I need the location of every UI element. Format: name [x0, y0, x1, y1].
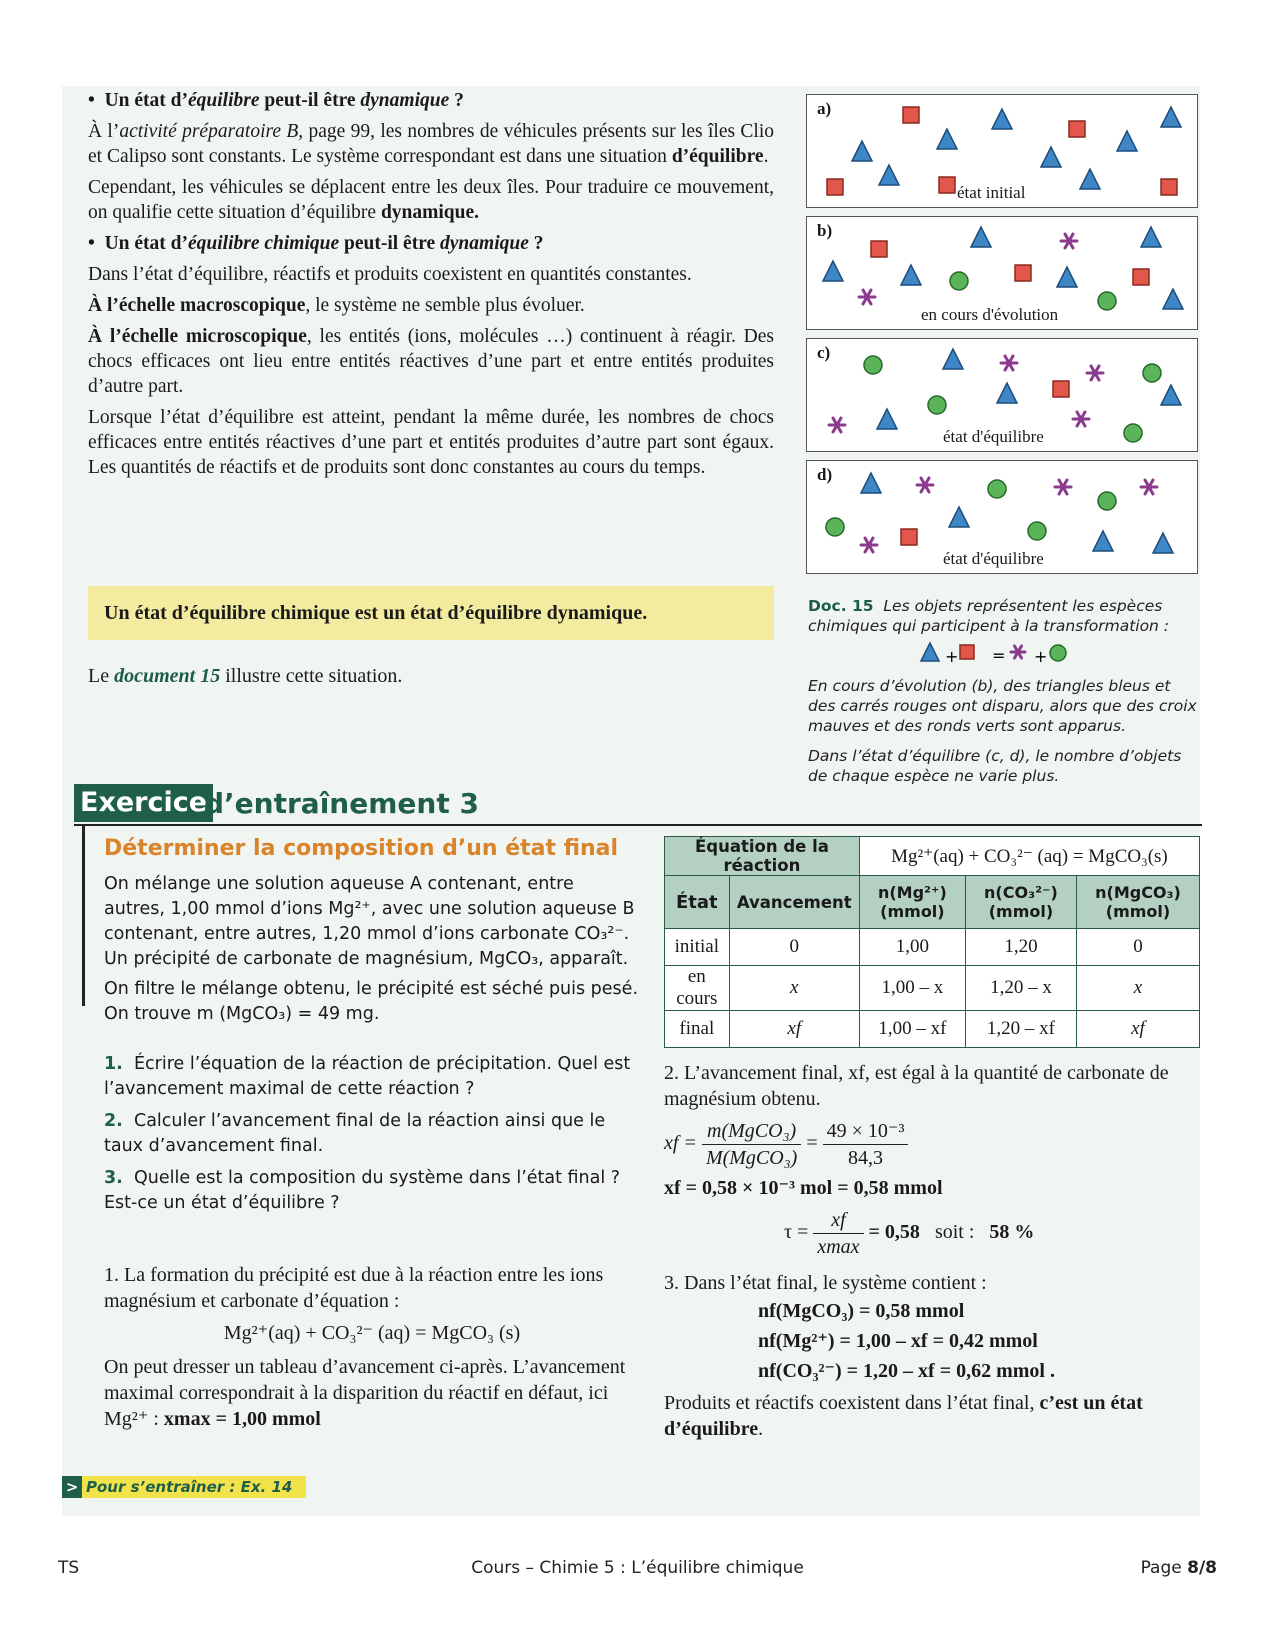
paragraph-coexistent: Dans l’état d’équilibre, réactifs et produits coexistent en quantités constantes. [88, 264, 692, 285]
table-cell: 0 [1076, 929, 1199, 966]
conclusion-a: Produits et réactifs coexistent dans l’état final, [664, 1392, 1040, 1414]
statement-2: On filtre le mélange obtenu, le précipité est séché puis pesé. On trouve m (MgCO₃) = 49 mg. [104, 979, 639, 1024]
frac1-num: m(MgCO₃) [702, 1118, 801, 1145]
panel-a [806, 94, 1198, 208]
table-row [665, 1011, 1200, 1048]
footer-center: Cours – Chimie 5 : L’équilibre chimique [471, 1558, 804, 1578]
table-equation: Mg²⁺(aq) + CO₃²⁻ (aq) = MgCO₃(s) [859, 837, 1199, 876]
solution-2-intro: 2. L’avancement final, xf, est égal à la quantité de carbonate de magnésium obtenu. [664, 1062, 1169, 1110]
panel-d-caption: état d'équilibre [943, 549, 1044, 568]
triangle-icon [921, 643, 939, 661]
doc15-caption1: Les objets représentent les espèces chimiques qui participent à la transformation : [808, 597, 1170, 635]
fraction-m-over-M [702, 1118, 801, 1171]
table-row [665, 929, 1200, 966]
squares [901, 529, 917, 545]
paragraph-chocs: Lorsque l’état d’équilibre est atteint, pendant la même durée, les nombres de chocs efficaces entre entités réactives d’une part et entités produites d’autre part sont égaux. Les quantités de réactifs et de produits sont donc constantes au cours du temps. [88, 407, 774, 478]
conclusion-b: c’est un état d’équilibre [664, 1392, 1143, 1440]
solution-1-text [104, 1354, 640, 1432]
table-cell: final [665, 1011, 730, 1048]
advancement-table [664, 836, 1200, 1048]
equals-sign: = [806, 1132, 818, 1155]
exercise-statement [104, 872, 640, 1032]
squares [1053, 381, 1069, 397]
question-3 [104, 1166, 640, 1216]
exercise-badge: Exercice [74, 784, 213, 822]
question-1-num: 1. [104, 1054, 123, 1074]
solution-1-xmax: xmax = 1,00 mmol [163, 1408, 321, 1430]
pour-s-entrainer-link[interactable] [62, 1476, 306, 1498]
doc15-caption3: Dans l’état d’équilibre (c, d), le nombre d’objets de chaque espèce ne varie plus. [808, 747, 1182, 785]
tau-den: xmax [817, 1236, 860, 1258]
table-cell: 0 [729, 929, 859, 966]
table-cell: initial [665, 929, 730, 966]
solution-3-intro: 3. Dans l’état final, le système contient : [664, 1272, 987, 1294]
table-cell: 1,00 [859, 929, 965, 966]
solution-1-equation: Mg²⁺(aq) + CO₃²⁻ (aq) = MgCO₃ (s) [223, 1322, 521, 1344]
final-composition [664, 1296, 1204, 1386]
solution-2-3 [664, 1060, 1204, 1442]
p1-b: page 99, les nombres de véhicules présents sur les îles Clio et Calipso sont constants. Le système correspondant est dans une situation [88, 121, 774, 167]
table-cell: xf [1076, 1011, 1199, 1048]
train-label: Pour s’entraîner : Ex. 14 [86, 1478, 293, 1496]
q2-italic2: dynamique [440, 233, 529, 254]
triangles [877, 349, 1181, 429]
q1-mid: peut-il être [259, 90, 361, 111]
footer-left: TS [58, 1558, 80, 1578]
exercise-title: d’entraînement 3 [204, 787, 479, 820]
table-cell: x [729, 966, 859, 1011]
q1-suffix: ? [449, 90, 464, 111]
paragraph-cependant [88, 175, 774, 225]
question-equilibre-chimique: • Un état d’équilibre chimique peut-il être dynamique ? [88, 233, 544, 254]
paragraph-macroscopique [88, 293, 774, 318]
composition-line: nf(CO₃²⁻) = 1,20 – xf = 0,62 mmol . [758, 1360, 1055, 1382]
xf-lhs: xf = [664, 1132, 697, 1155]
p4-rest: , le système ne semble plus évoluer. [305, 295, 585, 316]
panel-b [806, 216, 1198, 330]
square-icon [960, 645, 974, 659]
p2-bold: dynamique. [380, 202, 480, 223]
table-row [665, 966, 1200, 1011]
exercise-header [74, 784, 1202, 826]
p4-bold: À l’échelle macroscopique [88, 295, 306, 316]
conclusion-c: . [758, 1418, 764, 1440]
q2-mid: peut-il être [339, 233, 441, 254]
col-n-co3: n(CO₃²⁻) (mmol) [965, 876, 1076, 929]
conclusion [664, 1390, 1204, 1442]
tau-num: xf [813, 1207, 863, 1234]
panel-d-label: d) [817, 465, 833, 484]
docref-c: illustre cette situation. [220, 665, 403, 687]
frac2-den: 84,3 [848, 1147, 884, 1169]
table-equation-row [665, 837, 1200, 876]
reaction-legend [808, 640, 1198, 670]
p2-a: Cependant, les véhicules se déplacent entre les deux îles. Pour traduire ce mouvement, on qualifie cette situation d’équilibre [88, 177, 774, 223]
table-cell: en cours [665, 966, 730, 1011]
q1-italic1: équilibre [188, 90, 260, 111]
frac1-den: M(MgCO₃) [705, 1147, 798, 1169]
stars [859, 234, 1077, 304]
doc15-label: Doc. 15 [808, 597, 874, 615]
legend-equal: = [992, 646, 1006, 665]
q2-italic1: équilibre chimique [188, 233, 340, 254]
table-cell: 1,20 – x [965, 966, 1076, 1011]
panel-d [806, 460, 1198, 574]
q1-prefix: Un état d’ [104, 90, 188, 111]
fraction-tau [813, 1207, 863, 1260]
triangles [823, 227, 1183, 309]
fraction-values [823, 1118, 909, 1171]
p5-bold: À l’échelle microscopique [88, 326, 307, 347]
doc15-caption [808, 596, 1198, 786]
panel-c-label: c) [817, 343, 831, 362]
footer-page-number [1141, 1558, 1217, 1578]
table-cell: xf [729, 1011, 859, 1048]
chevron-right-icon: > [62, 1476, 82, 1498]
col-n-mg: n(Mg²⁺) (mmol) [859, 876, 965, 929]
col-state: État [665, 876, 730, 929]
exercise-subtitle: Déterminer la composition d’un état final [104, 836, 619, 861]
docref-a: Le [88, 665, 115, 687]
panel-b-caption: en cours d'évolution [921, 305, 1059, 324]
frac2-num: 49 × 10⁻³ [823, 1118, 909, 1145]
paragraph-activite [88, 119, 774, 169]
circle-icon [1050, 645, 1066, 661]
col-n-mgco3: n(MgCO₃) (mmol) [1076, 876, 1199, 929]
table-cell: 1,00 – xf [859, 1011, 965, 1048]
panel-a-label: a) [817, 99, 832, 118]
p5-rest: , les entités (ions, molécules …) continuent à réagir. Des chocs efficaces ont lieu entre entités réactives d’une part et entre entités produites d’autre part. [88, 326, 774, 397]
composition-line: nf(MgCO₃) = 0,58 mmol [758, 1300, 965, 1322]
reaction-legend-shapes [918, 640, 1088, 666]
question-2-num: 2. [104, 1111, 123, 1131]
p1-italic: activité préparatoire B, [119, 121, 304, 142]
question-equilibre-dynamique: • Un état d’équilibre peut-il être dynamique ? [88, 90, 464, 111]
table-cell: x [1076, 966, 1199, 1011]
solution-1 [104, 1262, 640, 1436]
star-icon [1011, 646, 1025, 658]
xf-result: xf = 0,58 × 10⁻³ mol = 0,58 mmol [664, 1177, 943, 1199]
q1-italic2: dynamique [360, 90, 450, 111]
footer-page-label: Page [1140, 1558, 1188, 1578]
question-3-text: Quelle est la composition du système dans l’état final ? Est-ce un état d’équilibre ? [104, 1168, 621, 1213]
tau-soit: soit : [934, 1221, 975, 1244]
table-cell: 1,00 – x [859, 966, 965, 1011]
legend-plus-2: + [1034, 647, 1048, 666]
solution-1-body: On peut dresser un tableau d’avancement ci-après. L’avancement maximal correspondrait à la disparition du réactif en défaut, ici Mg²⁺ : [104, 1356, 626, 1430]
legend-plus-1: + [945, 647, 959, 666]
document-reference [88, 665, 402, 688]
exercise-sidebar-rule [82, 826, 85, 1006]
question-2-text: Calculer l’avancement final de la réaction ainsi que le taux d’avancement final. [104, 1111, 606, 1156]
table-equation-header: Équation de la réaction [665, 837, 860, 876]
exercise-questions [104, 1052, 640, 1223]
table-cell: 1,20 – xf [965, 1011, 1076, 1048]
footer-page-value: 8/8 [1187, 1558, 1217, 1578]
statement-1: On mélange une solution aqueuse A contenant, entre autres, 1,00 mmol d’ions Mg²⁺, avec une solution aqueuse B contenant, entre autres, 1,20 mmol d’ions carbonate CO₃²⁻. Un précipité de carbonate de magnésium, MgCO₃, apparaît. [104, 874, 635, 969]
paragraph-microscopique [88, 324, 774, 399]
p1-c: . [763, 146, 769, 167]
q2-prefix: Un état d’ [104, 233, 188, 254]
docref-link: document 15 [114, 665, 221, 687]
p1-bold: d’équilibre [671, 146, 764, 167]
tau-formula [664, 1207, 1204, 1260]
solution-1-intro: 1. La formation du précipité est due à la réaction entre les ions magnésium et carbonate d’équation : [104, 1264, 604, 1312]
p1-a: À l’ [88, 121, 120, 142]
question-3-num: 3. [104, 1168, 123, 1188]
table-header-row [665, 876, 1200, 929]
table-cell: 1,20 [965, 929, 1076, 966]
tau-percent: 58 % [989, 1221, 1035, 1244]
question-2 [104, 1109, 640, 1159]
key-statement-box: Un état d’équilibre chimique est un état d’équilibre dynamique. [88, 586, 774, 640]
triangles [852, 107, 1181, 189]
question-1-text: Écrire l’équation de la réaction de précipitation. Quel est l’avancement maximal de cette réaction ? [104, 1054, 631, 1099]
cours-text [88, 88, 774, 486]
panel-c-caption: état d'équilibre [943, 427, 1044, 446]
question-1 [104, 1052, 640, 1102]
tau-lhs: τ = [784, 1221, 809, 1244]
panel-c [806, 338, 1198, 452]
tau-value: = 0,58 [868, 1221, 920, 1244]
xf-formula [664, 1118, 1204, 1171]
q2-suffix: ? [528, 233, 544, 254]
col-advancement: Avancement [729, 876, 859, 929]
doc15-caption2: En cours d’évolution (b), des triangles bleus et des carrés rouges ont disparu, alors que des croix mauves et des ronds verts sont apparus. [808, 677, 1197, 735]
panel-a-caption: état initial [957, 183, 1026, 202]
panel-b-label: b) [817, 221, 833, 240]
composition-line: nf(Mg²⁺) = 1,00 – xf = 0,42 mmol [758, 1330, 1038, 1352]
